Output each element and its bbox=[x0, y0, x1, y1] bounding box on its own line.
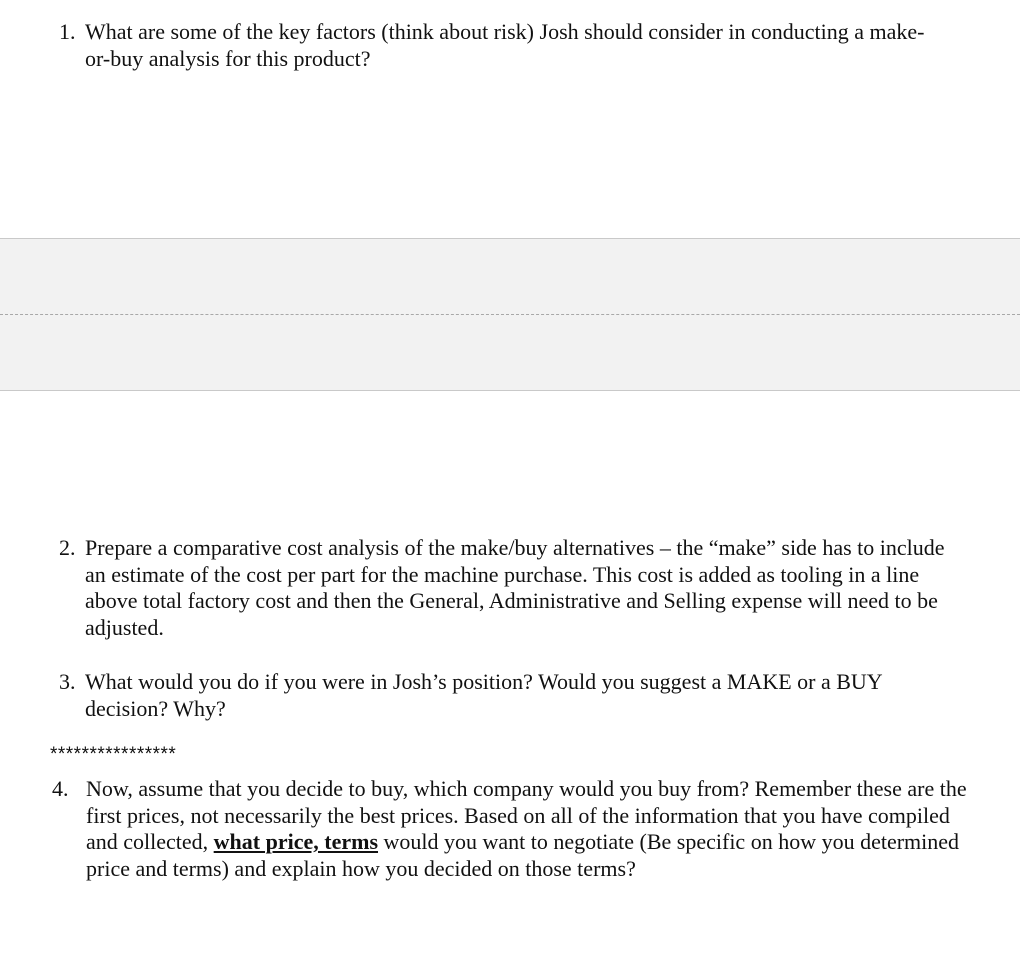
question-4-text-after: would you want to negotiate (Be specific on how you determined price and terms) and explain how you decided on those terms? bbox=[86, 829, 960, 881]
question-4-number: 4. bbox=[52, 776, 69, 801]
question-1-text: What are some of the key factors (think about risk) Josh should consider in conducting a make-or-buy analysis for this product? bbox=[85, 19, 925, 71]
question-4-text bbox=[86, 776, 982, 882]
asterisk-separator: **************** bbox=[50, 744, 177, 765]
question-2-text: Prepare a comparative cost analysis of the make/buy alternatives – the “make” side has to include an estimate of the cost per part for the machine purchase. This cost is added as tooling in a line above total factory cost and then the General, Administrative and Selling expense will need to be adjusted. bbox=[85, 535, 945, 640]
question-4-emphasis: what price, terms bbox=[213, 829, 379, 854]
page-break-line bbox=[0, 314, 1020, 315]
page-break-gap bbox=[0, 238, 1020, 391]
question-3-number: 3. bbox=[59, 669, 76, 694]
question-3-text: What would you do if you were in Josh’s position? Would you suggest a MAKE or a BUY decision? Why? bbox=[85, 669, 882, 721]
question-4 bbox=[52, 776, 982, 882]
question-2 bbox=[59, 535, 959, 641]
question-1 bbox=[59, 19, 939, 72]
question-4-text-before: Now, assume that you decide to buy, which company would you buy from? Remember these are the first prices, not necessarily the best prices. Based on all of the information that you have compiled and collected, bbox=[86, 776, 967, 854]
question-2-number: 2. bbox=[59, 535, 76, 560]
question-3 bbox=[59, 669, 969, 722]
question-1-number: 1. bbox=[59, 19, 76, 44]
